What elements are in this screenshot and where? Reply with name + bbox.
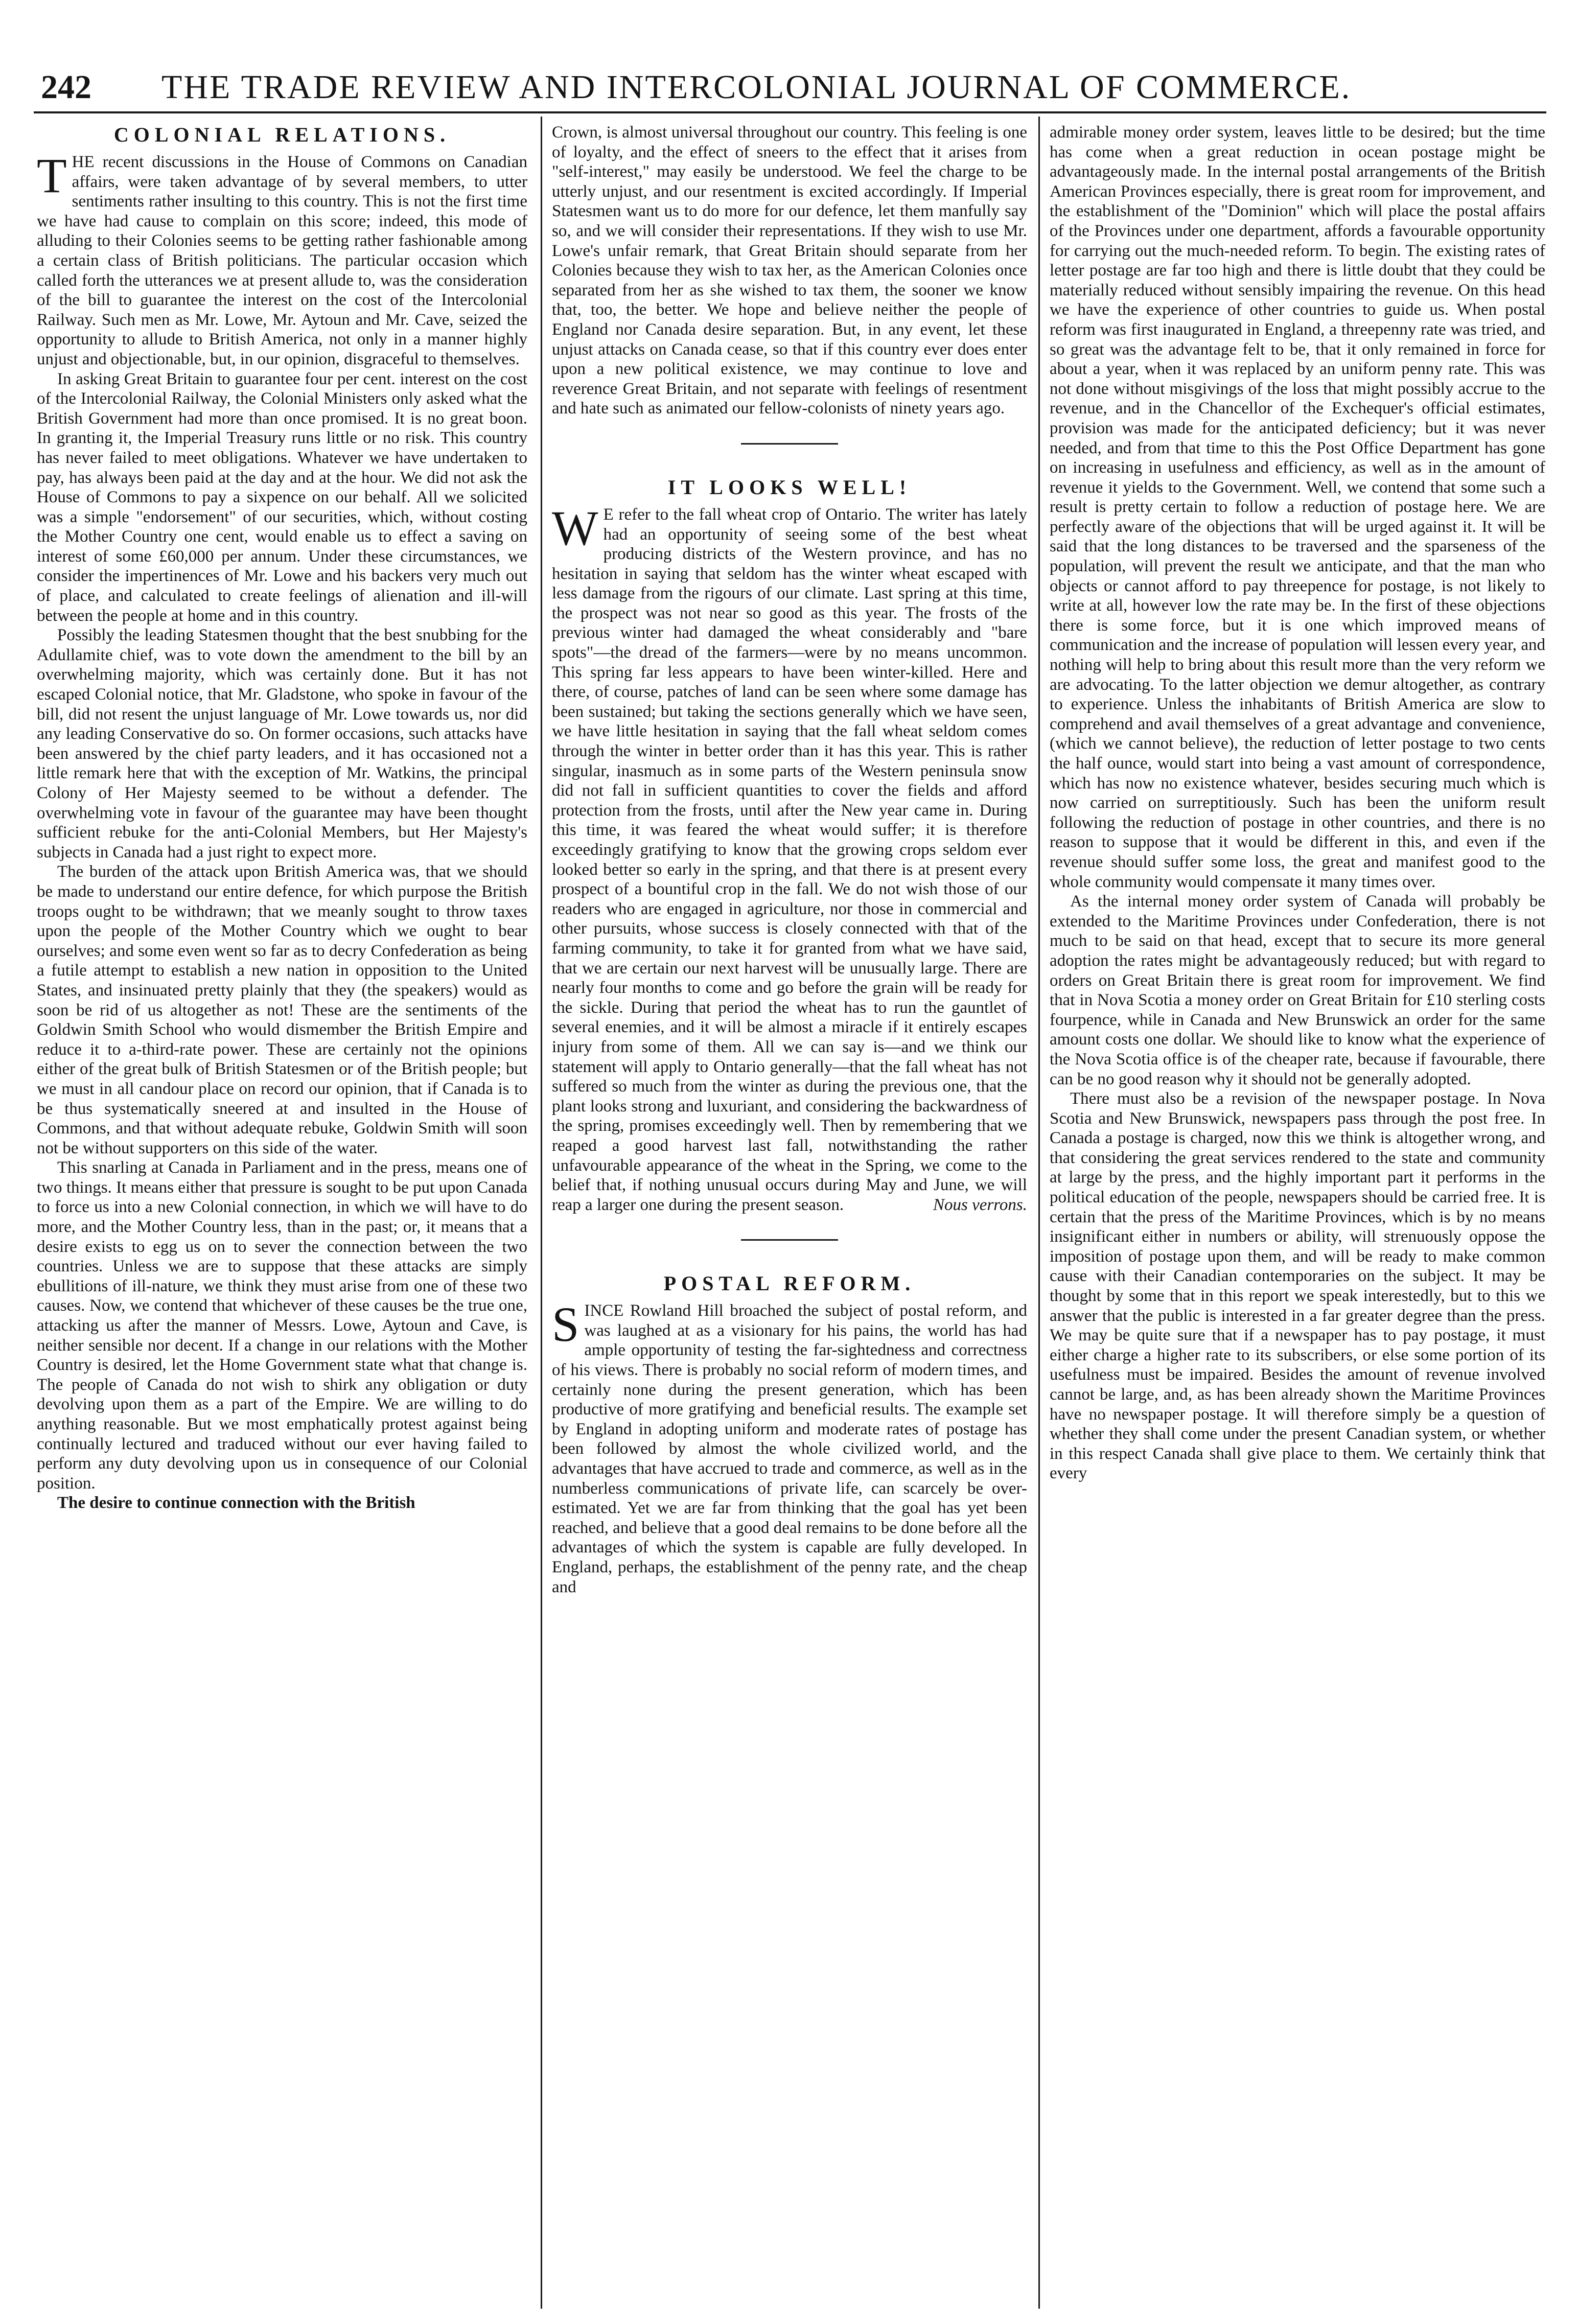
- article-paragraph-continued: admirable money order system, leaves little to be desired; but the time has come when a great reduction in ocean postage might be advantageously made. In the internal postal arrangements of the British American Provinces especially, there is great room for improvement, and the establishment of the "Dominion" which will place the postal affairs of the Provinces under one department, affords a favourable opportunity for carrying out the much-needed reform. To begin. The existing rates of letter postage are far too high and there is little doubt that they could be materially reduced without sensibly impairing the revenue. On this head we have the experience of other countries to guide us. When postal reform was first inaugurated in England, a threepenny rate was tried, and so great was the advantage felt to be, that it only remained in force for about a year, when it was replaced by an uniform penny rate. This was not done without misgivings of the loss that might possibly accrue to the revenue, and in the Chancellor of the Exchequer's official estimates, provision was made for the anticipated deficiency; but it was never needed, and from that time to this the Post Office Department has gone on increasing in usefulness and efficiency, as well as in the amount of revenue it yields to the Government. Well, we contend that some such a result is pretty certain to follow a reduction of postage here. We are perfectly aware of the objections that will be urged against it. It will be said that the long distances to be traversed and the sparseness of the population, will prevent the result we anticipate, and that the man who objects or cannot afford to pay threepence for postage, is not likely to write at all, however low the rate may be. In the first of these objections there is some force, but it is one which improved means of communication and the increase of population will lessen every year, and nothing will help to bring about this result more than the very reform we are advocating. To the latter objection we demur altogether, as contrary to experience. Unless the inhabitants of British America are slow to comprehend and avail themselves of a great advantage and convenience, (which we cannot believe), the reduction of letter postage to two cents the half ounce, would start into being a vast amount of correspondence, which has now no existence whatever, besides securing much which is now carried on surreptitiously. Such has been the uniform result following the reduction of postage in other countries, and there is no reason to suppose that it would be different in this, and even if the revenue should suffer some loss, the great and manifest good to the whole community would compensate it many times over.: [1050, 123, 1545, 891]
- article-paragraph-continued: Crown, is almost universal throughout our country. This feeling is one of loyalty, and the effect of sneers to the effect that it arises from "self-interest," may easily be understood. We feel the charge to be utterly unjust, and our resentment is excited accordingly. If Imperial Statesmen want us to do more for our defence, let them manfully say so, and we will consider their representations. If they wish to use Mr. Lowe's unfair remark, that Great Britain should separate from her Colonies because they wish to tax her, as the American Colonies once separated from her as she wished to tax them, the sooner we know that, too, the better. We hope and believe neither the people of England nor Canada desire separation. But, in any event, let these unjust attacks on Canada cease, so that if this country ever does enter upon a new political existence, we may continue to love and reverence Great Britain, and not separate with feelings of resentment and hate such as animated our fellow-colonists of ninety years ago.: [552, 123, 1027, 418]
- article-paragraph: As the internal money order system of Canada will probably be extended to the Maritime Provinces under Confederation, there is not much to be said on that head, except that to secure its more general adoption the rates might be advantageously reduced; but with regard to orders on Great Britain there is great room for improvement. We find that in Nova Scotia a money order on Great Britain for £10 sterling costs fourpence, while in Canada and New Brunswick an order for the same amount costs one dollar. We should like to know what the experience of the Nova Scotia office is of the cheaper rate, because if favourable, there can be no good reason why it should not be generally adopted.: [1050, 892, 1545, 1088]
- article-title-colonial-relations: COLONIAL RELATIONS.: [113, 123, 451, 146]
- article-paragraph: [37, 148, 527, 369]
- section-separator: [741, 1239, 838, 1241]
- article-paragraph: There must also be a revision of the newspaper postage. In Nova Scotia and New Brunswick, newspapers pass through the post free. In Canada a postage is charged, now this we think is altogether wrong, and that considering the great services rendered to the state and community at large by the press, and the highly important part it performs in the political education of the people, newspapers should be carried free. It is certain that the press of the Maritime Provinces, which is by no means insignificant either in numbers or ability, will strenuously oppose the imposition of postage upon them, and will be ready to make common cause with their Canadian contemporaries on the subject. It may be thought by some that in this report we speak interestedly, but to this we answer that the public is interested in a far greater degree than the press. We may be quite sure that if a newspaper has to pay postage, it must either charge a higher rate to its subscribers, or else some portion of its usefulness must be impaired. Besides the amount of revenue involved cannot be large, and, as has been already shown the Maritime Provinces have no newspaper postage. It will therefore simply be a question of whether they shall come under the present Canadian system, or whether in this respect Canada shall give place to them. We certainly think that every: [1050, 1089, 1545, 1483]
- article-paragraph: The desire to continue connection with the British: [57, 1494, 415, 1513]
- article-signature: Nous verrons.: [933, 1195, 1027, 1214]
- article-paragraph: [552, 500, 1027, 1215]
- drop-cap: W: [552, 500, 598, 555]
- column-rule-right: [1038, 117, 1040, 2309]
- article-paragraph: The burden of the attack upon British America was, that we should be made to understand our entire defence, for which purpose the British troops ought to be withdrawn; that we meanly sought to throw taxes upon the people of the Mother Country which we ought to bear ourselves; and some even went so far as to decry Confederation as being a futile attempt to establish a new nation in opposition to the United States, and insinuated pretty plainly that they (the speakers) would as soon be rid of us altogether as not! These are the sentiments of the Goldwin Smith School who would dismember the British Empire and reduce it to a-third-rate power. These are certainly not the opinions either of the great bulk of British Statesmen or of the British people; but we must in all candour place on record our opinion, that if Canada is to be thus systematically sneered at and insulted in the House of Commons, and that without adequate rebuke, Goldwin Smith will soon not be without supporters on this side of the water.: [37, 863, 527, 1157]
- drop-cap: T: [37, 148, 67, 203]
- column-1: [37, 123, 527, 2310]
- paragraph-text: HE recent discussions in the House of Commons on Canadian affairs, were taken advantage of by several members, to utter sentiments rather insulting to this country. This is not the first time we have had cause to complain on this score; indeed, this mode of alluding to their Colonies seems to be getting rather fashionable among a certain class of British politicians. The particular occasion which called forth the utterances we at present allude to, was the consideration of the bill to guarantee the interest on the cost of the Intercolonial Railway. Such men as Mr. Lowe, Mr. Aytoun and Mr. Cave, seized the opportunity to allude to British America, not only in a manner highly unjust and objectionable, but, in our opinion, disgraceful to themselves.: [37, 153, 527, 368]
- page-number: 242: [41, 68, 91, 106]
- article-paragraph: This snarling at Canada in Parliament and in the press, means one of two things. It means either that pressure is sought to be put upon Canada to force us into a new Colonial connection, in which we will have to do more, and the Mother Country less, than in the past; or, it means that a desire exists to egg us on to sever the connection between the two countries. Unless we are to suppose that these attacks are simply ebullitions of ill-nature, we think they must arise from one of these two causes. Now, we contend that whichever of these causes be the true one, attacking us after the manner of Messrs. Lowe, Aytoun and Cave, is neither sensible nor decent. If a change in our relations with the Mother Country is desired, let the Home Government state what that change is. The people of Canada do not wish to shirk any obligation or duty devolving upon them as a part of the Empire. We are willing to do anything reasonable. But we most emphatically protest against being continually lectured and traduced without our ever having failed to perform any duty devolving upon us in consequence of our Colonial position.: [37, 1158, 527, 1493]
- column-rule-left: [541, 117, 542, 2309]
- paragraph-text: INCE Rowland Hill broached the subject of postal reform, and was laughed at as a visionary for his pains, the world has had ample opportunity of testing the far-sightedness and correctness of his views. There is probably no social reform of modern times, and certainly none during the present generation, which has been productive of more gratifying and beneficial results. The example set by England in adopting uniform and moderate rates of postage has been followed by almost the whole civilized world, and the advantages that have accrued to trade and commerce, as well as in the numberless communications of private life, can scarcely be over-estimated. Yet we are far from thinking that the goal has yet been reached, and believe that a good deal remains to be done before all the advantages of which the system is capable are fully developed. In England, perhaps, the establishment of the penny rate, and the cheap and: [552, 1302, 1027, 1596]
- section-separator: [741, 443, 838, 445]
- paragraph-text: E refer to the fall wheat crop of Ontario. The writer has lately had an opportunity of seeing some of the best wheat producing districts of the Western province, and has no hesitation in saying that seldom has the winter wheat escaped with less damage from the rigours of our climate. Last spring at this time, the prospect was not near so good as this year. The frosts of the previous winter had damaged the wheat considerably and "bare spots"—the dread of the farmers—were by no means uncommon. This spring far less appears to have been winter-killed. Here and there, of course, patches of land can be seen where some damage has been sustained; but taking the sections generally which we have seen, we have little hesitation in saying that the fall wheat seldom comes through the winter in better order than it has this year. This is rather singular, inasmuch as in some parts of the Western peninsula snow did not fall in sufficient quantities to cover the fields and afford protection from the frosts, until after the New year came in. During this time, it was feared the wheat would suffer; it is therefore exceedingly gratifying to know that the growing crops seldom ever looked better so early in the spring, and that there is at present every prospect of a bountiful crop in the fall. We do not wish those of our readers who are engaged in agriculture, nor those in commercial and other pursuits, whose success is closely connected with that of the farming community, to take it for granted from what we have said, that we are certain our next harvest will be unusually large. There are nearly four months to come and go before the grain will be ready for the sickle. During that period the wheat has to run the gauntlet of several enemies, and it will be almost a miracle if it entirely escapes injury from some of them. All we can say is—and we think our statement will apply to Ontario generally—that the fall wheat has not suffered so much from the winter as during the previous one, that the plant looks strong and luxuriant, and considering the backwardness of the spring, promises exceedingly well. Then by remembering that we reaped a good harvest last fall, notwithstanding the rather unfavourable appearance of the wheat in the Spring, we come to the belief that, if nothing unusual occurs during May and June, we will reap a larger one during the present season.: [552, 505, 1027, 1214]
- article-title-postal-reform: POSTAL REFORM.: [663, 1272, 916, 1295]
- article-paragraph: [552, 1297, 1027, 1597]
- article-paragraph: Possibly the leading Statesmen thought that the best snubbing for the Adullamite chief, was to vote down the amendment to the bill by an overwhelming majority, which was certainly done. But it has not escaped Colonial notice, that Mr. Gladstone, who spoke in favour of the bill, did not resent the unjust language of Mr. Lowe towards us, nor did any leading Conservative do so. On former occasions, such attacks have been answered by the chief party leaders, and it has occasioned not a little remark here that with the exception of Mr. Watkins, the principal Colony of Her Majesty seemed to be without a defender. The overwhelming vote in favour of the guarantee may have been thought sufficient rebuke for the anti-Colonial Members, but Her Majesty's subjects in Canada had a just right to expect more.: [37, 626, 527, 862]
- drop-cap: S: [552, 1297, 579, 1352]
- journal-title: THE TRADE REVIEW AND INTERCOLONIAL JOURNAL OF COMMERCE.: [161, 68, 1352, 106]
- article-paragraph: In asking Great Britain to guarantee four per cent. interest on the cost of the Intercolonial Railway, the Colonial Ministers only asked what the British Government had more than once promised. It is no great boon. In granting it, the Imperial Treasury runs little or no risk. This country has never failed to meet obligations. Whatever we have undertaken to pay, has always been paid at the day and at the hour. We did not ask the House of Commons to pay a sixpence on our behalf. All we solicited was a simple "endorsement" of our securities, which, without costing the Mother Country one cent, would enable us to effect a saving on interest of some £60,000 per annum. Under these circumstances, we consider the impertinences of Mr. Lowe and his backers very much out of place, and calculated to create feelings of alienation and ill-will between the people at home and in this country.: [37, 369, 527, 625]
- page-header: [34, 60, 1546, 113]
- article-title-it-looks-well: IT LOOKS WELL!: [667, 475, 912, 499]
- column-2: [552, 123, 1027, 2310]
- column-3: [1050, 123, 1545, 2310]
